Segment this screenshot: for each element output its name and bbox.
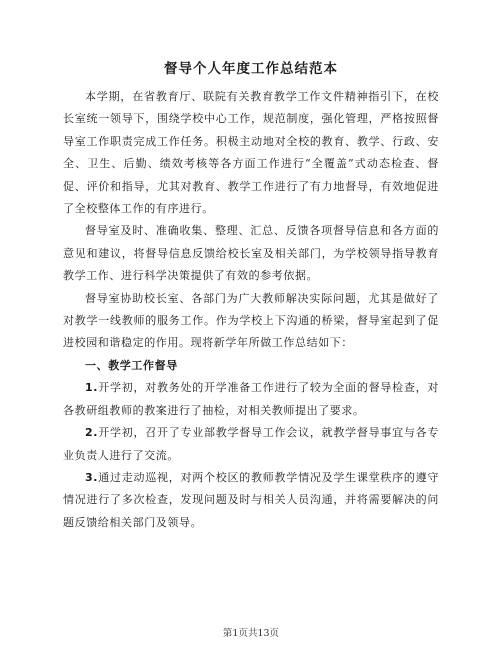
list-item-text: 通过走动巡视，对两个校区的教师教学情况及学生课堂秩序的遵守情况进行了多次检查，发现问题及时与相关人员沟通，并将需要解决的问题反馈给相关部门及领导。: [63, 470, 439, 529]
list-item-text: 开学初，对教务处的开学准备工作进行了较为全面的督导检查，对各教研组教师的教案进行了抽检，对相关教师提出了要求。: [63, 381, 439, 417]
list-item-text: 开学初，召开了专业部教学督导工作会议，就教学督导事宜与各专业负责人进行了交流。: [63, 426, 439, 462]
document-title: 督导个人年度工作总结范本: [164, 61, 338, 77]
page-footer: 第1页共13页: [222, 628, 280, 639]
paragraph-intro: 本学期，在省教育厅、联院有关教育教学工作文件精神指引下，在校长室统一领导下，围绕学校中心工作，规范制度，强化管理，严格按照督导室工作职责完成工作任务。积极主动地对全校的教育、教学、行政、安全、卫生、后勤、绩效考核等各方面工作进行“全覆盖”式动态检查、督促、评价和指导，尤其对教育、教学工作进行了有力地督导，有效地促进了全校整体工作的有序进行。: [63, 90, 439, 216]
list-item-number: 2.: [85, 426, 99, 440]
list-item-number: 3.: [85, 470, 99, 484]
list-item: [63, 377, 439, 422]
paragraph-feedback: 督导室及时、准确收集、整理、汇总、反馈各项督导信息和各方面的意见和建议，将督导信息反馈给校长室及相关部门，为学校领导指导教育教学工作、进行科学决策提供了有效的参考依据。: [63, 224, 439, 283]
section-heading: 一、教学工作督导: [85, 358, 178, 372]
list-item: [63, 467, 439, 534]
paragraph-service: 督导室协助校长室、各部门为广大教师解决实际问题，尤其是做好了对教学一线教师的服务工作。作为学校上下沟通的桥梁，督导室起到了促进校园和谐稳定的作用。现将新学年所做工作总结如下：: [63, 291, 439, 350]
list-item-number: 1.: [85, 381, 99, 395]
document-body: [63, 86, 439, 534]
list-item: [63, 422, 439, 467]
